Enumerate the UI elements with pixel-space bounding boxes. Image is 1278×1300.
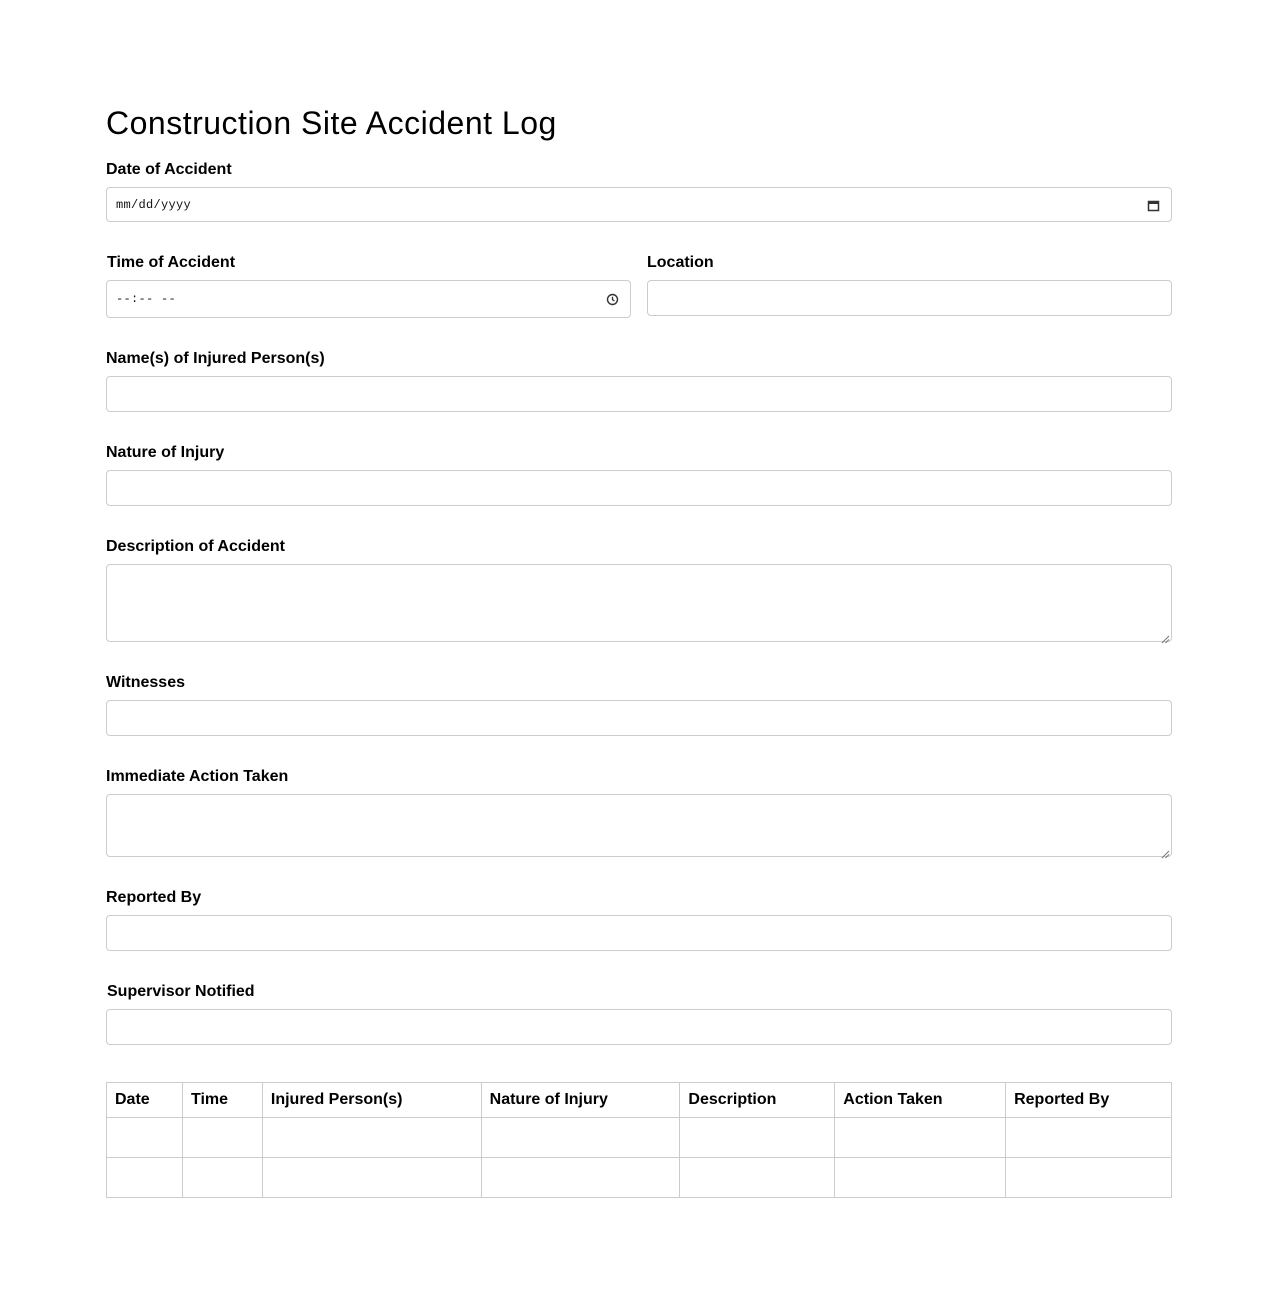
table-cell bbox=[835, 1118, 1006, 1158]
table-cell bbox=[680, 1118, 835, 1158]
table-cell bbox=[107, 1118, 183, 1158]
resize-handle-icon[interactable] bbox=[1161, 846, 1170, 855]
injured-input[interactable] bbox=[106, 376, 1172, 412]
table-cell bbox=[481, 1158, 680, 1198]
accident-log-form-container bbox=[106, 100, 1172, 1108]
column-header-injured: Injured Person(s) bbox=[262, 1083, 481, 1118]
table-cell bbox=[680, 1158, 835, 1198]
clock-icon[interactable] bbox=[606, 293, 619, 306]
location-label: Location bbox=[647, 254, 714, 271]
column-header-action: Action Taken bbox=[835, 1083, 1006, 1118]
witnesses-field-group bbox=[106, 674, 1172, 736]
date-input[interactable] bbox=[106, 187, 1172, 222]
time-field-group bbox=[106, 254, 631, 318]
column-header-nature: Nature of Injury bbox=[481, 1083, 680, 1118]
time-label: Time of Accident bbox=[107, 254, 236, 271]
location-field-group bbox=[647, 254, 1172, 318]
injured-field-group bbox=[106, 350, 1172, 412]
column-header-description: Description bbox=[680, 1083, 835, 1118]
witnesses-input[interactable] bbox=[106, 700, 1172, 736]
nature-input[interactable] bbox=[106, 470, 1172, 506]
column-header-date: Date bbox=[107, 1083, 183, 1118]
description-textarea[interactable] bbox=[106, 564, 1172, 642]
time-placeholder: --:-- -- bbox=[116, 292, 177, 306]
calendar-icon[interactable] bbox=[1147, 199, 1160, 212]
description-field-group bbox=[106, 538, 1172, 642]
page-title: Construction Site Accident Log bbox=[106, 105, 557, 141]
reported-by-label: Reported By bbox=[106, 889, 202, 906]
column-header-time: Time bbox=[182, 1083, 262, 1118]
action-textarea[interactable] bbox=[106, 794, 1172, 857]
accident-log-table bbox=[106, 1082, 1172, 1198]
table-cell bbox=[1006, 1158, 1172, 1198]
description-label: Description of Accident bbox=[106, 538, 285, 555]
table-row bbox=[107, 1158, 1172, 1198]
reported-by-input[interactable] bbox=[106, 915, 1172, 951]
nature-label: Nature of Injury bbox=[106, 444, 225, 461]
supervisor-field-group bbox=[106, 983, 1172, 1045]
date-field-group bbox=[106, 161, 1172, 222]
table-header-row bbox=[107, 1083, 1172, 1118]
date-placeholder: mm/dd/yyyy bbox=[116, 198, 192, 212]
table-cell bbox=[481, 1118, 680, 1158]
table-row bbox=[107, 1118, 1172, 1158]
table-cell bbox=[182, 1158, 262, 1198]
action-label: Immediate Action Taken bbox=[106, 768, 289, 785]
location-input[interactable] bbox=[647, 280, 1172, 316]
time-location-row bbox=[106, 254, 1172, 318]
table-cell bbox=[182, 1118, 262, 1158]
column-header-reported-by: Reported By bbox=[1006, 1083, 1172, 1118]
table-cell bbox=[835, 1158, 1006, 1198]
table-cell bbox=[262, 1158, 481, 1198]
action-field-group bbox=[106, 768, 1172, 857]
table-cell bbox=[1006, 1118, 1172, 1158]
reported-by-field-group bbox=[106, 889, 1172, 951]
supervisor-input[interactable] bbox=[106, 1009, 1172, 1045]
supervisor-label: Supervisor Notified bbox=[107, 983, 255, 1000]
witnesses-label: Witnesses bbox=[106, 674, 185, 691]
date-label: Date of Accident bbox=[106, 161, 232, 178]
time-input[interactable] bbox=[106, 280, 631, 318]
resize-handle-icon[interactable] bbox=[1161, 631, 1170, 640]
table-cell bbox=[107, 1158, 183, 1198]
nature-field-group bbox=[106, 444, 1172, 506]
table-cell bbox=[262, 1118, 481, 1158]
injured-label: Name(s) of Injured Person(s) bbox=[106, 350, 325, 367]
